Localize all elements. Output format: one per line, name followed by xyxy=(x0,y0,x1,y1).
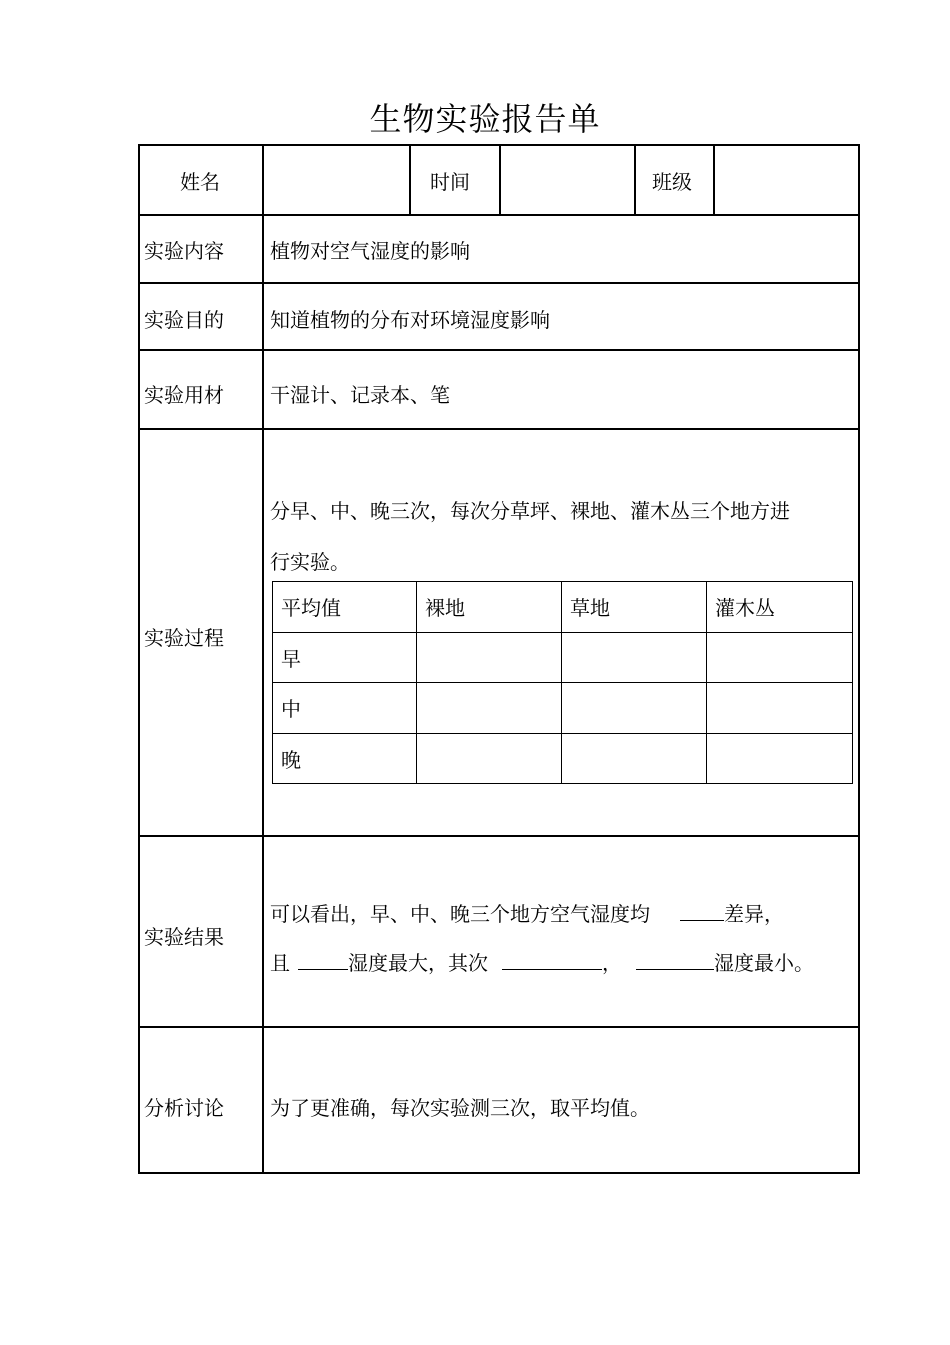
result-line2 xyxy=(270,947,814,976)
table-cell[interactable] xyxy=(707,632,853,683)
row-divider xyxy=(140,214,858,216)
blank-fill-field[interactable] xyxy=(298,951,348,970)
row-divider xyxy=(140,835,858,837)
table-cell[interactable] xyxy=(417,683,562,734)
result-text: 差异， xyxy=(724,902,784,926)
row-divider xyxy=(140,282,858,284)
table-header-cell: 平均值 xyxy=(273,582,417,633)
result-text: ， xyxy=(602,951,622,975)
header-divider xyxy=(634,146,636,214)
blank-fill-field[interactable] xyxy=(680,902,724,921)
table-header-cell: 裸地 xyxy=(417,582,562,633)
table-header-cell: 草地 xyxy=(562,582,707,633)
blank-fill-field[interactable] xyxy=(502,951,602,970)
table-row-label: 早 xyxy=(273,632,417,683)
process-label: 实验过程 xyxy=(144,626,224,650)
table-cell[interactable] xyxy=(707,733,853,784)
result-text: 湿度最大，其次 xyxy=(348,951,488,975)
materials-value: 干湿计、记录本、笔 xyxy=(270,383,450,407)
measurement-table xyxy=(272,581,853,784)
purpose-label: 实验目的 xyxy=(144,308,224,332)
materials-label: 实验用材 xyxy=(144,383,224,407)
header-divider xyxy=(409,146,411,214)
process-text-line2: 行实验。 xyxy=(270,550,350,574)
result-label: 实验结果 xyxy=(144,925,224,949)
table-cell[interactable] xyxy=(707,683,853,734)
table-cell[interactable] xyxy=(417,733,562,784)
purpose-value: 知道植物的分布对环境湿度影响 xyxy=(270,308,550,332)
table-row-label: 晚 xyxy=(273,733,417,784)
table-row xyxy=(273,733,853,784)
table-row xyxy=(273,632,853,683)
name-label: 姓名 xyxy=(180,170,220,194)
table-header-row xyxy=(273,582,853,633)
label-column-divider xyxy=(262,146,264,1172)
report-form xyxy=(138,144,860,1174)
content-label: 实验内容 xyxy=(144,239,224,263)
table-cell[interactable] xyxy=(417,632,562,683)
table-cell[interactable] xyxy=(562,683,707,734)
result-text: 可以看出，早、中、晚三个地方空气湿度均 xyxy=(270,902,650,926)
time-label: 时间 xyxy=(430,170,470,194)
row-divider xyxy=(140,349,858,351)
table-cell[interactable] xyxy=(562,632,707,683)
result-line1 xyxy=(270,898,784,927)
result-text: 且 xyxy=(270,951,290,975)
row-divider xyxy=(140,1026,858,1028)
content-value: 植物对空气湿度的影响 xyxy=(270,239,470,263)
table-header-cell: 灌木丛 xyxy=(707,582,853,633)
discussion-label: 分析讨论 xyxy=(144,1096,224,1120)
table-row xyxy=(273,683,853,734)
row-divider xyxy=(140,428,858,430)
class-label: 班级 xyxy=(652,170,692,194)
process-text-line1: 分早、中、晚三次，每次分草坪、裸地、灌木丛三个地方进 xyxy=(270,499,790,523)
header-divider xyxy=(499,146,501,214)
table-cell[interactable] xyxy=(562,733,707,784)
blank-fill-field[interactable] xyxy=(636,951,714,970)
header-divider xyxy=(713,146,715,214)
page-title: 生物实验报告单 xyxy=(369,100,601,138)
result-text: 湿度最小。 xyxy=(714,951,814,975)
table-row-label: 中 xyxy=(273,683,417,734)
discussion-value: 为了更准确，每次实验测三次，取平均值。 xyxy=(270,1096,650,1120)
